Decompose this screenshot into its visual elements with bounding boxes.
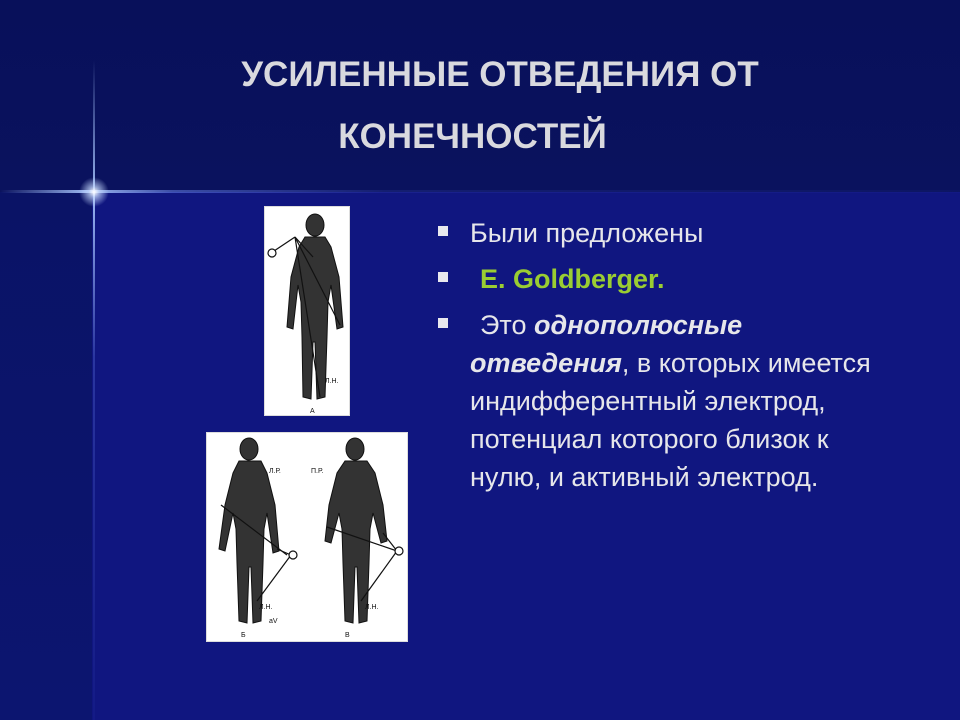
slide-title [150,44,850,168]
vertical-light-line [93,60,95,720]
slide-title-line2: КОНЕЧНОСТЕЙ [338,117,607,156]
figure-bv-diagram [206,432,408,642]
figure-b-leg-label: Л.Н. [259,604,273,611]
bullet-item [432,260,902,298]
bullet-square-icon [438,272,448,282]
bullet-list [432,214,902,504]
bullet-text-prefix: Это [480,310,534,340]
bullet-item [432,306,902,496]
horizontal-light-line [0,190,960,193]
sparkle-icon [79,177,109,207]
bullet-text-suffix: , в которых имеется индифферентный электрод, потенциал которого близок к нулю, и активный электрод. [470,348,871,492]
left-strip [0,192,92,720]
figure-b-label: Б [241,632,246,639]
figure-b-lead-label: aV [269,618,278,625]
bullet-text: Были предложены [470,218,704,248]
figure-b-arm-label: Л.Р. [269,468,281,475]
slide-title-line1: УСИЛЕННЫЕ ОТВЕДЕНИЯ ОТ [241,55,759,94]
figure-v-arm-label: П.Р. [311,468,324,475]
figure-a-label: А [310,408,315,415]
figure-v-leg-label: Л.Н. [365,604,379,611]
bullet-square-icon [438,318,448,328]
author-name: E. Goldberger. [480,264,665,294]
bullet-square-icon [438,226,448,236]
bullet-item [432,214,902,252]
bullet-emphasis: однополюсные отведения [470,310,743,378]
figure-v-label: В [345,632,350,639]
figure-a-leg-label: Л.Н. [325,378,339,385]
figure-a-diagram [264,206,350,416]
